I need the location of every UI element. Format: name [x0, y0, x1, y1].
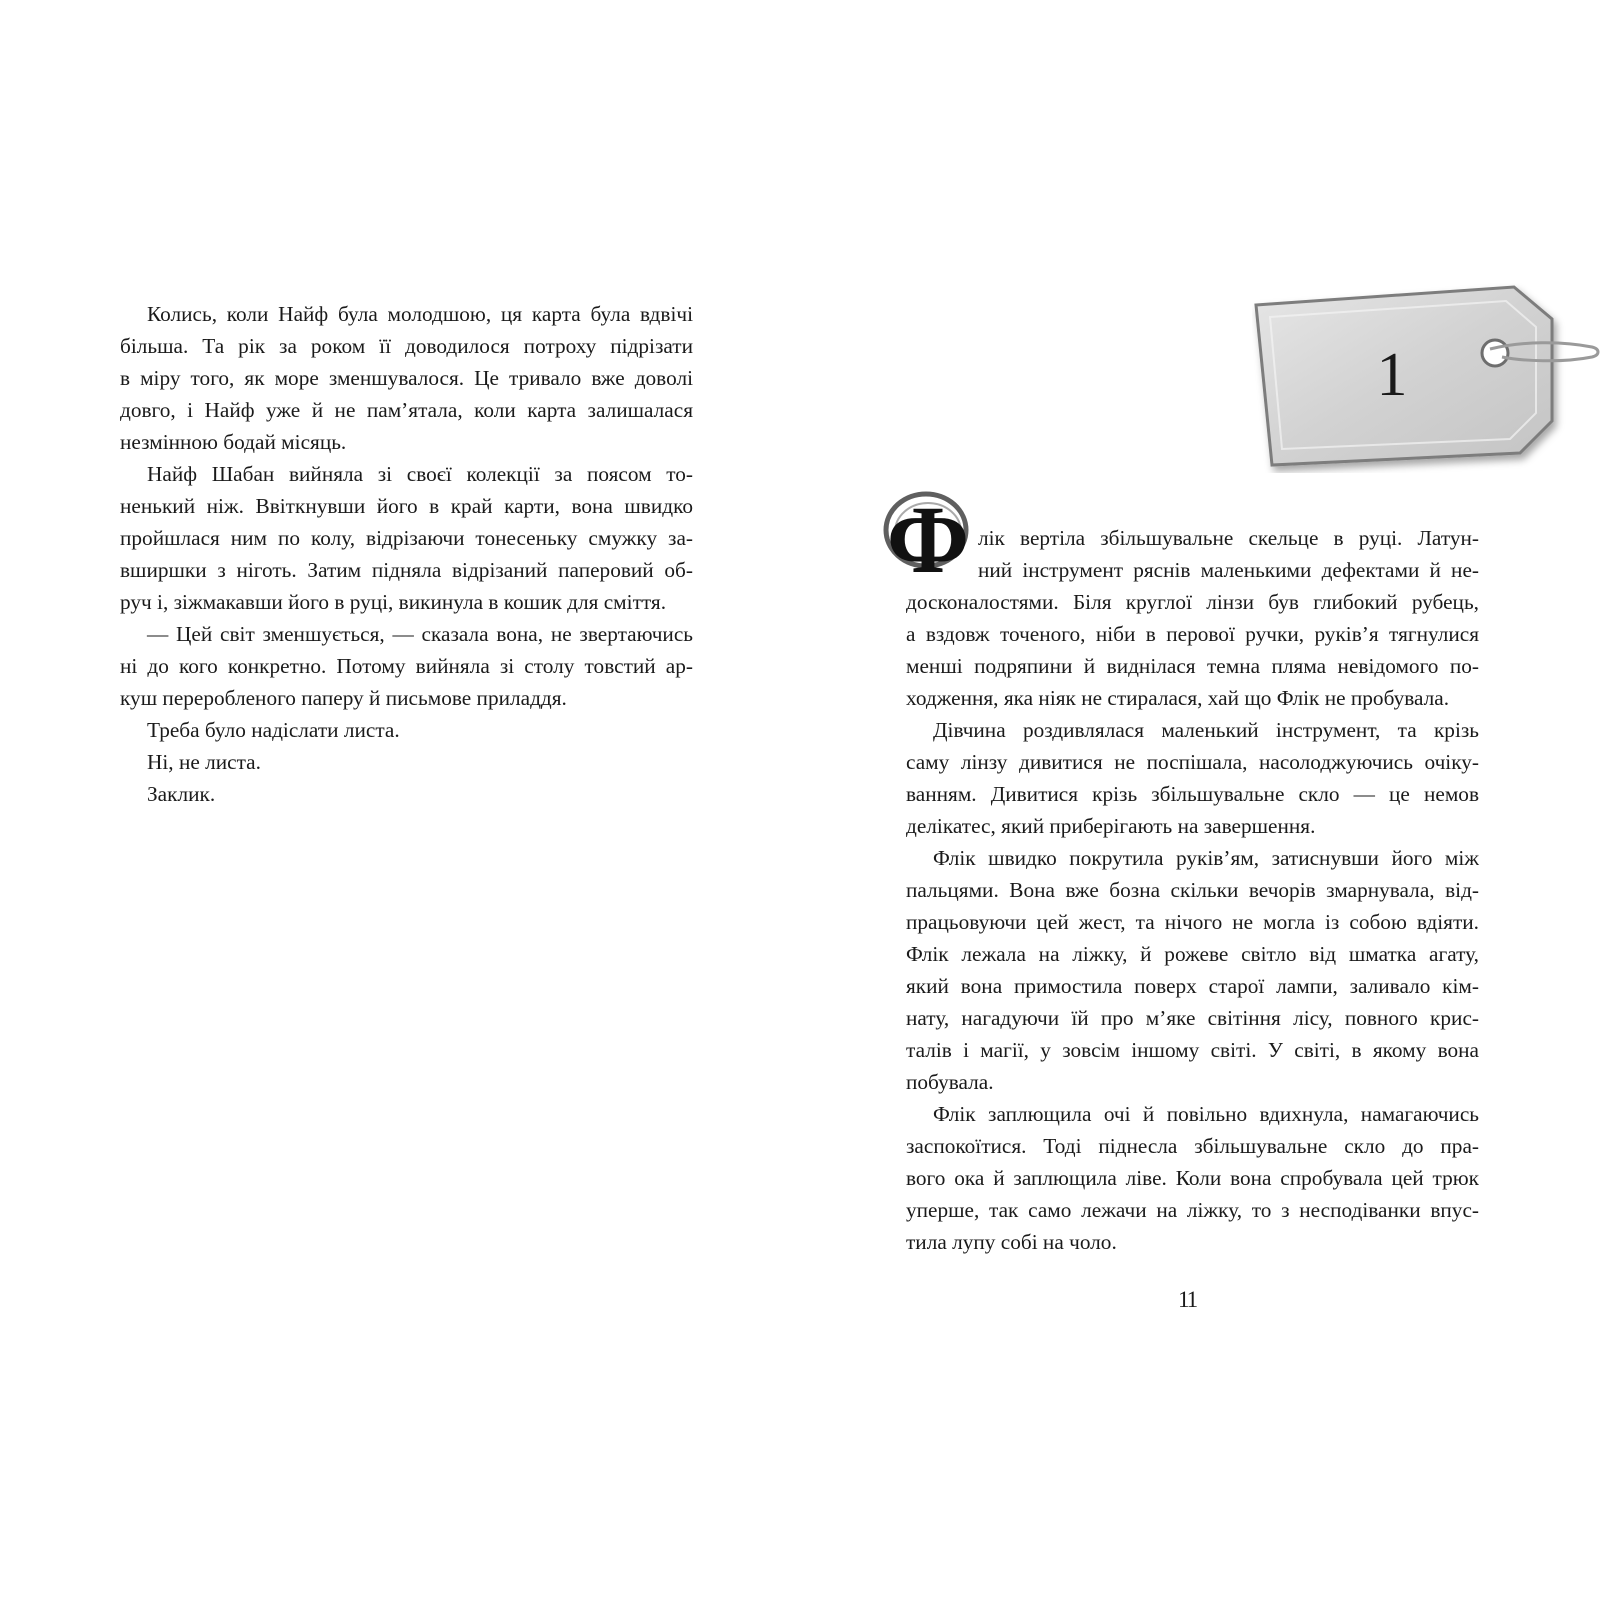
- left-text-line: Заклик.: [147, 782, 216, 806]
- right-page-text: [906, 522, 1479, 1258]
- drop-cap-letter: Ф: [886, 486, 970, 593]
- left-text-line: куш переробленого паперу й письмове приладдя.: [120, 686, 567, 710]
- right-text-line: тила лупу собі на чоло.: [906, 1230, 1117, 1254]
- left-text-line: довго, і Найф уже й не пам’ятала, коли карта залишалася: [120, 398, 693, 422]
- chapter-tag: [1252, 283, 1600, 473]
- right-text-line: лік вертіла збільшувальне скельце в руці. Латун-: [978, 526, 1479, 550]
- right-text-line: Флік швидко покрутила руків’ям, затиснувши його між: [933, 846, 1479, 870]
- right-text-line: вого ока й заплющила ліве. Коли вона спробувала цей трюк: [906, 1166, 1479, 1190]
- left-text-line: в міру того, як море зменшувалося. Це тривало вже доволі: [120, 366, 693, 390]
- right-text-line: менші подряпини й виднілася темна пляма невідомого по-: [906, 654, 1479, 678]
- right-text-line: пальцями. Вона вже бозна скільки вечорів змарнувала, від-: [906, 878, 1479, 902]
- left-text-line: руч і, зіжмакавши його в руці, викинула в кошик для сміття.: [120, 590, 667, 614]
- right-text-line: ванням. Дивитися крізь збільшувальне скло — це немов: [906, 782, 1479, 806]
- left-text-line: Колись, коли Найф була молодшою, ця карта була вдвічі: [147, 302, 693, 326]
- right-text-line: нату, нагадуючи їй про м’яке світіння лісу, повного крис-: [906, 1006, 1479, 1030]
- right-text-line: Флік лежала на ліжку, й рожеве світло від шматка агату,: [906, 942, 1479, 966]
- right-text-line: побувала.: [906, 1070, 994, 1094]
- left-text-line: пройшлася ним по колу, відрізаючи тонесеньку смужку за-: [120, 526, 693, 550]
- right-text-line: саму лінзу дивитися не поспішала, насолоджуючись очіку-: [906, 750, 1479, 774]
- left-text-line: Найф Шабан вийняла зі своєї колекції за поясом то-: [147, 462, 693, 486]
- left-text-line: Ні, не листа.: [147, 750, 261, 774]
- left-text-line: ненький ніж. Ввіткнувши його в край карти, вона швидко: [120, 494, 693, 518]
- right-text-line: Флік заплющила очі й повільно вдихнула, намагаючись: [933, 1102, 1479, 1126]
- right-text-line: делікатес, який приберігають на завершення.: [906, 814, 1316, 838]
- right-text-line: уперше, так само лежачи на ліжку, то з несподіванки впус-: [906, 1198, 1479, 1222]
- right-text-line: заспокоїтися. Тоді піднесла збільшувальне скло до пра-: [906, 1134, 1479, 1158]
- right-text-line: талів і магії, у зовсім іншому світі. У світі, в якому вона: [906, 1038, 1479, 1062]
- right-text-line: Дівчина роздивлялася маленький інструмент, та крізь: [933, 718, 1479, 742]
- chapter-number: 1: [1376, 341, 1408, 409]
- left-text-line: вширшки з ніготь. Затим підняла відрізаний паперовий об-: [120, 558, 693, 582]
- right-text-line: ний інструмент ряснів маленькими дефектами й не-: [978, 558, 1479, 582]
- left-text-line: ні до кого конкретно. Потому вийняла зі столу товстий ар-: [120, 654, 693, 678]
- left-text-line: більша. Та рік за роком її доводилося потроху підрізати: [120, 334, 693, 358]
- left-text-line: — Цей світ зменшується, — сказала вона, не звертаючись: [147, 622, 693, 646]
- right-text-line: досконалостями. Біля круглої лінзи був глибокий рубець,: [906, 590, 1479, 614]
- left-text-line: Треба було надіслати листа.: [147, 718, 400, 742]
- right-text-line: який вона примостила поверх старої лампи, заливало кім-: [906, 974, 1479, 998]
- tag-hole: [1482, 340, 1508, 366]
- right-text-line: працьовуючи цей жест, та нічого не могла із собою вдіяти.: [906, 910, 1479, 934]
- page-number: 11: [1178, 1287, 1197, 1312]
- right-text-line: ходження, яка ніяк не стиралася, хай що Флік не пробувала.: [906, 686, 1450, 710]
- left-text-line: незмінною бодай місяць.: [120, 430, 347, 454]
- left-page-text: [120, 298, 693, 810]
- right-text-line: а вздовж точеного, ніби в перової ручки, руків’я тягнулися: [906, 622, 1479, 646]
- right-page: [800, 0, 1600, 1600]
